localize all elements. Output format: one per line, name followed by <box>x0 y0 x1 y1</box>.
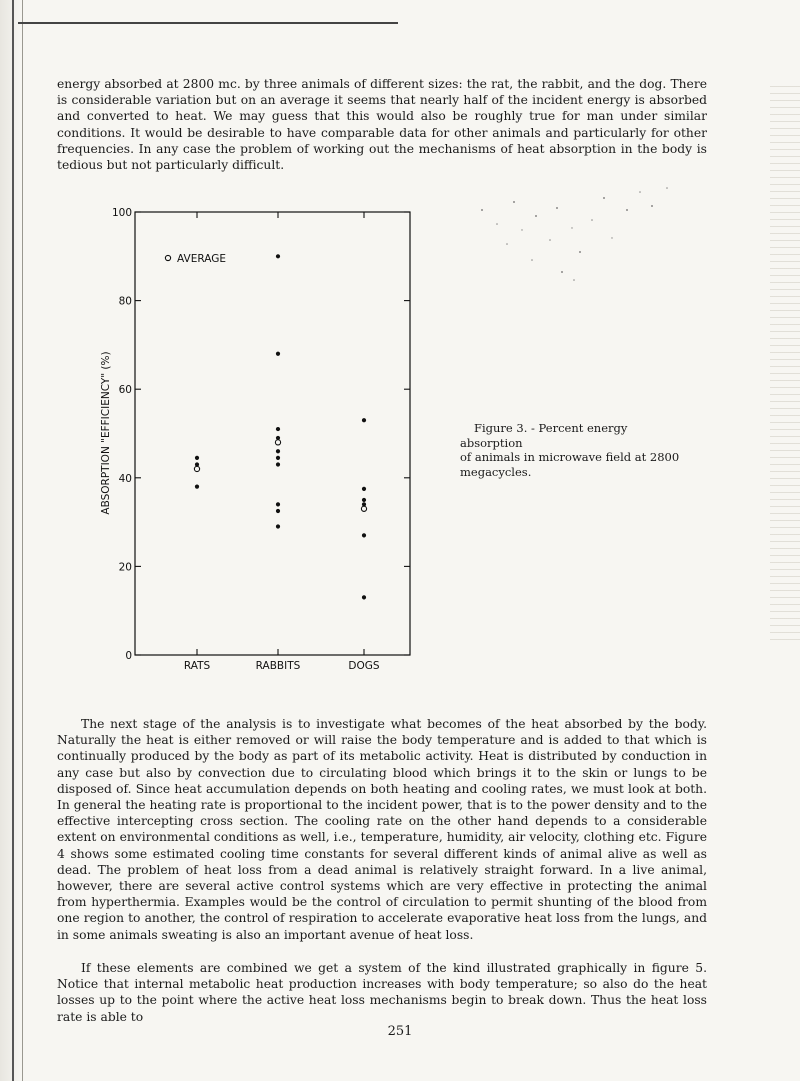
average-marker <box>194 466 199 471</box>
data-point <box>276 502 280 506</box>
plot-frame <box>135 212 410 655</box>
data-point <box>195 485 199 489</box>
average-marker <box>361 506 366 511</box>
data-point <box>276 462 280 466</box>
scan-margin-right <box>770 80 800 640</box>
y-axis-label: ABSORPTION "EFFICIENCY" (%) <box>100 351 112 515</box>
data-point <box>362 595 366 599</box>
axis-layer <box>112 207 410 672</box>
x-tick-label: RABBITS <box>255 660 301 672</box>
legend-label: AVERAGE <box>177 253 226 265</box>
scan-binding-line <box>12 0 14 1081</box>
paragraph-intro: energy absorbed at 2800 mc. by three animals of different sizes: the rat, the rabbit, and the dog. There is considerable variation but on an average it seems that nearly half of the incident energy is absorbed and converted to heat. We may guess that this would also be roughly true for man under similar conditions. It would be desirable to have comparable data for other animals and particularly for other frequencies. In any case the problem of working out the mechanisms of heat absorption in the body is tedious but not particularly difficult. <box>57 77 707 173</box>
data-point <box>276 449 280 453</box>
data-point <box>362 487 366 491</box>
y-tick-label: 60 <box>118 384 132 397</box>
y-tick-label: 20 <box>118 561 132 574</box>
caption-line-1: Figure 3. - Percent energy absorption <box>460 421 628 450</box>
data-point <box>276 352 280 356</box>
figure-3-chart <box>95 200 425 680</box>
figure-caption <box>460 421 690 479</box>
y-tick-label: 40 <box>118 472 132 485</box>
point-layer <box>194 254 366 599</box>
scatter-chart <box>95 200 425 680</box>
caption-rest: of animals in microwave field at 2800 megacycles. <box>460 450 680 479</box>
data-point <box>276 254 280 258</box>
data-point <box>362 533 366 537</box>
data-point <box>362 418 366 422</box>
x-tick-label: RATS <box>183 660 211 672</box>
data-point <box>276 524 280 528</box>
x-tick-label: DOGS <box>348 660 380 672</box>
y-tick-label: 80 <box>118 295 132 308</box>
scan-top-rule <box>18 22 398 24</box>
y-tick-label: 0 <box>125 650 132 662</box>
data-point <box>362 498 366 502</box>
legend-symbol <box>165 255 170 260</box>
data-point <box>276 456 280 460</box>
data-point <box>276 427 280 431</box>
page-number: 251 <box>387 1024 413 1039</box>
paragraph-heat-analysis: The next stage of the analysis is to investigate what becomes of the heat absorbed by the body. Naturally the heat is either removed or will raise the body temperature and is added to that which is continually produced by the body as part of its metabolic activity. Heat is distributed by conduction in any case but also by convection due to circulating blood which brings it to the skin or lungs to be disposed of. Since heat accumulation depends on both heating and cooling rates, we must look at both. In general the heating rate is proportional to the incident power, that is to the power density and to the effective intercepting cross section. The cooling rate on the other hand depends to a considerable extent on environmental conditions as well, i.e., temperature, humidity, air velocity, clothing etc. Figure 4 shows some estimated cooling time constants for several different kinds of animal alive as well as dead. The problem of heat loss from a dead animal is relatively straight forward. In a live animal, however, there are several active control systems which are very effective in protecting the animal from hyperthermia. Examples would be the control of circulation to permit shunting of the blood from one region to another, the control of respiration to accelerate evaporative heat loss from the lungs, and in some animals sweating is also an important avenue of heat loss. <box>57 717 707 942</box>
data-point <box>195 456 199 460</box>
paragraph-figure5: If these elements are combined we get a system of the kind illustrated graphically in figure 5. Notice that internal metabolic heat production increases with body temperature; so also do the heat losses up to the point where the active heat loss mechanisms begin to break down. Thus the heat loss rate is able to <box>57 961 707 1024</box>
data-point <box>276 509 280 513</box>
average-marker <box>275 440 280 445</box>
y-tick-label: 100 <box>111 207 132 219</box>
scan-speckle-noise <box>462 180 692 290</box>
